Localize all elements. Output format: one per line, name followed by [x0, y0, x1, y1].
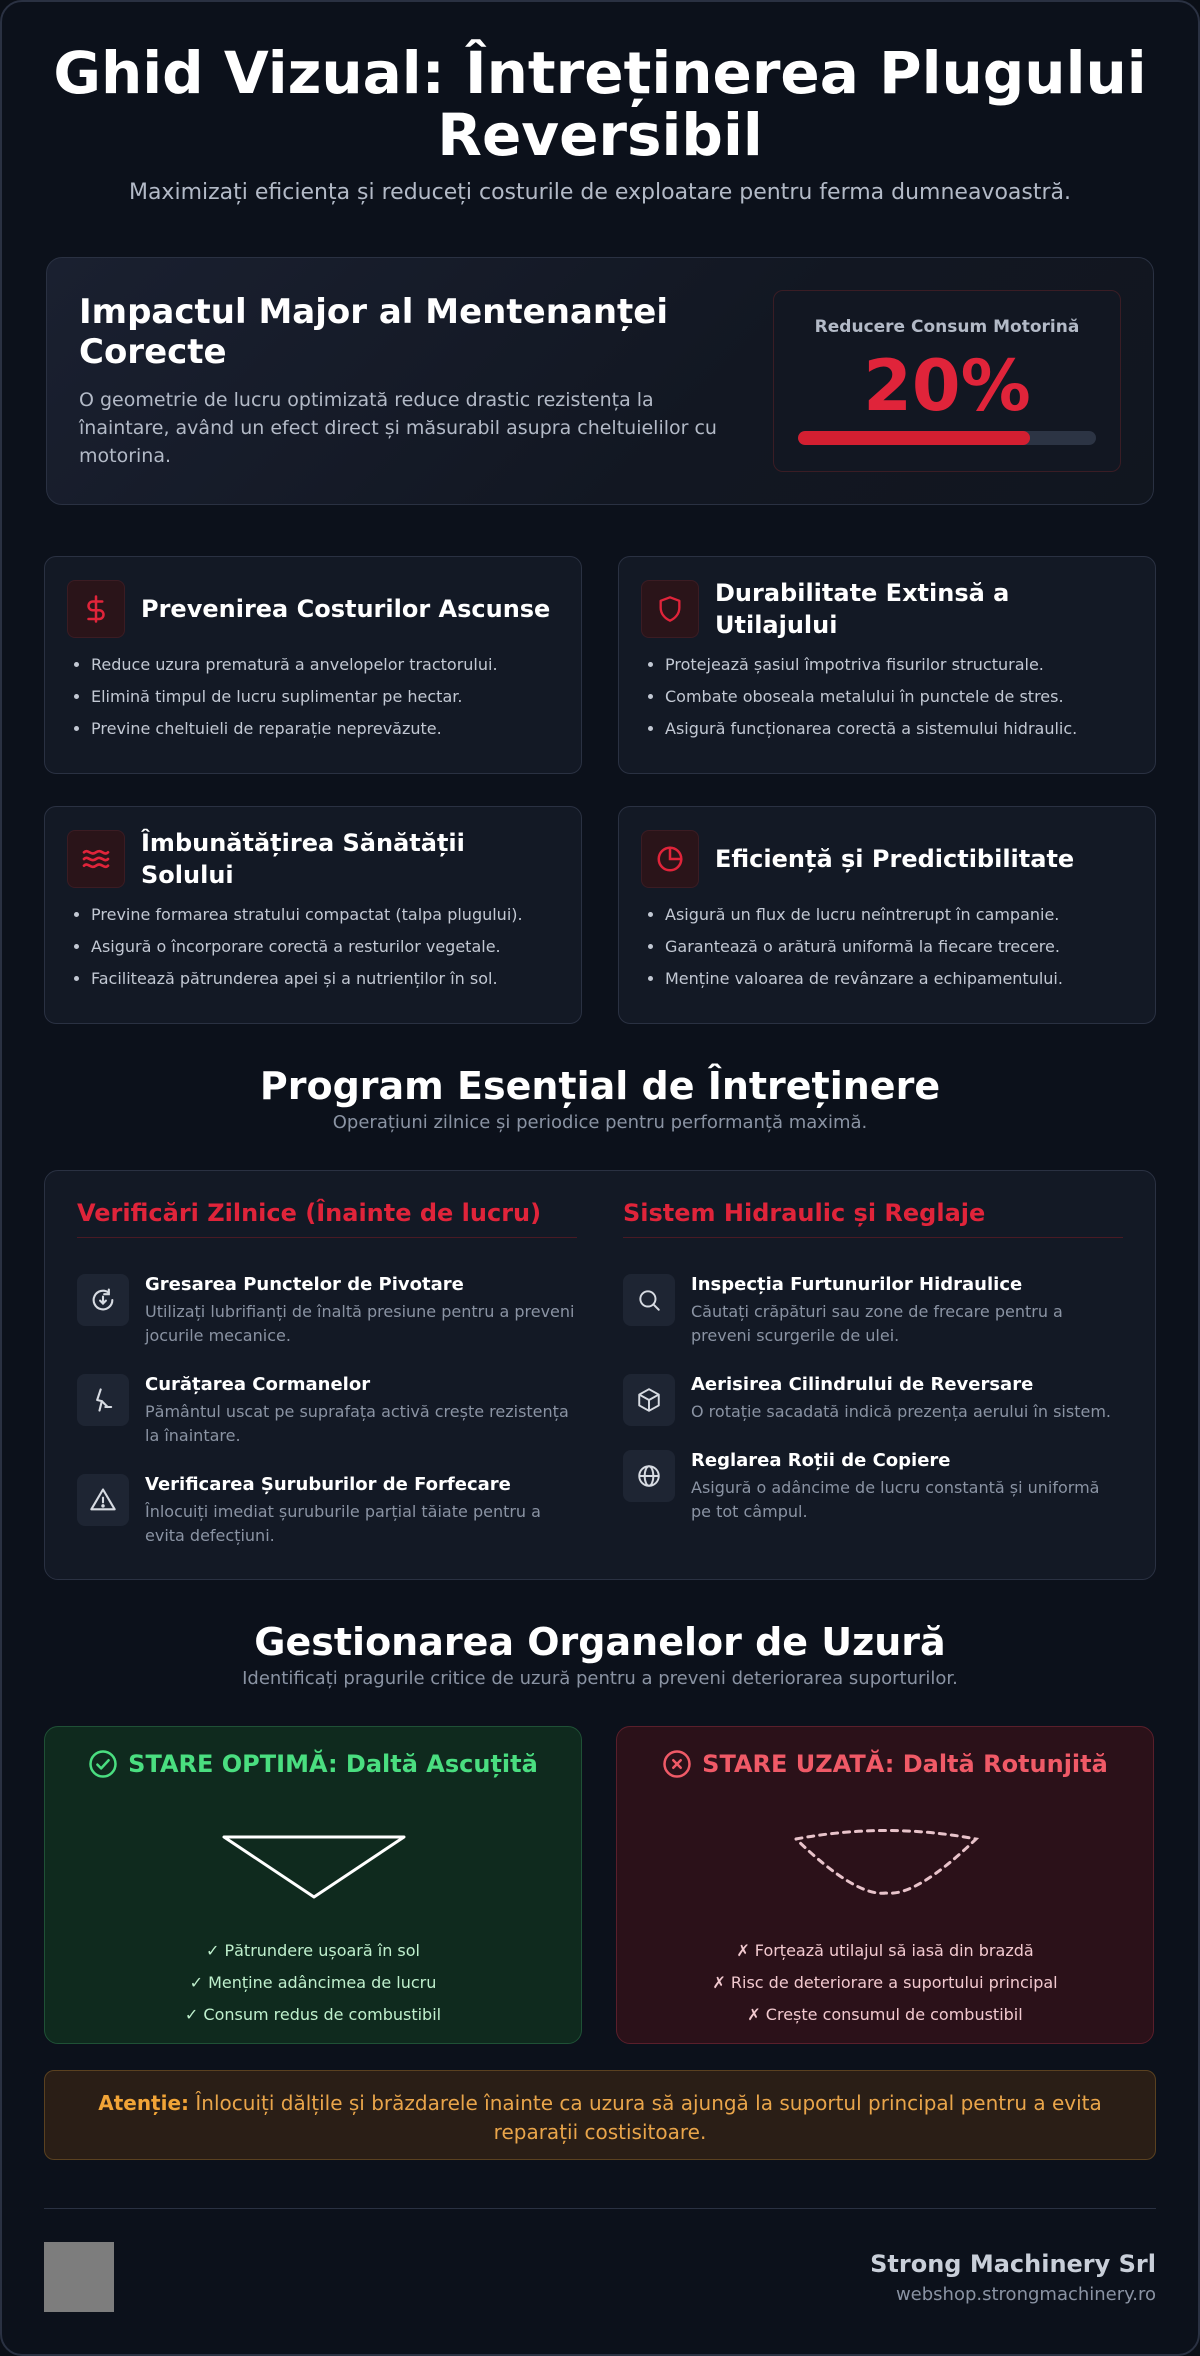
- list-item: [77, 1352, 577, 1452]
- column-heading: Sistem Hidraulic și Reglaje: [623, 1199, 1123, 1238]
- item-description: Asigură o adâncime de lucru constantă și uniformă pe tot câmpul.: [691, 1478, 1100, 1521]
- warning-banner: [44, 2070, 1156, 2160]
- wear-title: Gestionarea Organelor de Uzură: [254, 1620, 946, 1664]
- alert-label: Atenție:: [98, 2091, 190, 2115]
- feature-card-durability: [618, 556, 1156, 774]
- list-item: [77, 1452, 577, 1552]
- dollar-icon: [67, 580, 125, 638]
- item-title: Aerisirea Cilindrului de Reversare: [691, 1374, 1034, 1395]
- list-item: [623, 1252, 1123, 1352]
- metric-progress-bar: [798, 431, 1096, 445]
- list-item: ✓ Consum redus de combustibil: [184, 2005, 442, 2024]
- wear-list: [617, 1935, 1153, 2031]
- waves-icon: [67, 830, 125, 888]
- item-title: Reglarea Roții de Copiere: [691, 1450, 951, 1471]
- wear-card-worn: [616, 1726, 1154, 2044]
- list-item: • Protejează șasiul împotriva fisurilor structurale.: [665, 655, 1135, 675]
- list-item: ✗ Forțează utilajul să iasă din brazdă: [736, 1941, 1034, 1960]
- list-item: ✓ Pătrundere ușoară în sol: [205, 1941, 420, 1960]
- feature-title: Îmbunătățirea Sănătății Solului: [141, 829, 465, 889]
- sharp-chisel-illustration: [214, 1827, 414, 1907]
- wear-heading: STARE UZATĂ: Daltă Rotunjită: [702, 1750, 1108, 1778]
- item-title: Gresarea Punctelor de Pivotare: [145, 1274, 464, 1295]
- impact-card: [46, 257, 1154, 505]
- footer-divider: [44, 2208, 1156, 2209]
- list-item: • Menține valoarea de revânzare a echipamentului.: [665, 969, 1135, 989]
- feature-list: [665, 905, 1135, 1001]
- warning-icon: [77, 1474, 129, 1526]
- feature-title: Prevenirea Costurilor Ascunse: [141, 595, 551, 623]
- wear-list: [45, 1935, 581, 2031]
- item-title: Verificarea Șuruburilor de Forfecare: [145, 1474, 511, 1495]
- wear-subtitle: Identificați pragurile critice de uzură pentru a preveni deteriorarea suporturilor.: [242, 1668, 958, 1689]
- list-item: • Reduce uzura prematură a anvelopelor tractorului.: [91, 655, 561, 675]
- item-description: Pământul uscat pe suprafața activă crește rezistența la înaintare.: [145, 1402, 569, 1445]
- program-subtitle: Operațiuni zilnice și periodice pentru performanță maximă.: [332, 1112, 868, 1133]
- list-item: • Garantează o arătură uniformă la fiecare trecere.: [665, 937, 1135, 957]
- impact-text: O geometrie de lucru optimizată reduce drastic rezistența la înaintare, având un efect direct și măsurabil asupra cheltuielilor cu motorina.: [79, 389, 717, 467]
- impact-title: Impactul Major al Mentenanței Corecte: [79, 292, 669, 372]
- wear-heading: STARE OPTIMĂ: Daltă Ascuțită: [128, 1750, 538, 1778]
- item-title: Curățarea Cormanelor: [145, 1374, 371, 1395]
- list-item: ✓ Menține adâncimea de lucru: [189, 1973, 437, 1992]
- alert-text: Înlocuiți dălțile și brăzdarele înainte ca uzura să ajungă la suportul principal pentru a evita reparații costisitoare.: [195, 2091, 1102, 2144]
- pie-chart-icon: [641, 830, 699, 888]
- feature-title: Eficiență și Predictibilitate: [715, 845, 1075, 873]
- x-circle-icon: [662, 1749, 692, 1779]
- metric-progress-fill: [798, 431, 1030, 445]
- page-title: Ghid Vizual: Întreținerea Plugului Reversibil: [53, 39, 1147, 169]
- feature-card-efficiency: [618, 806, 1156, 1024]
- list-item: ✗ Risc de deteriorare a suportului principal: [712, 1973, 1058, 1992]
- list-item: • Previne formarea stratului compactat (talpa plugului).: [91, 905, 561, 925]
- feature-grid-top: [44, 556, 1156, 774]
- logo-placeholder: [44, 2242, 114, 2312]
- check-circle-icon: [88, 1749, 118, 1779]
- list-item: • Combate oboseala metalului în punctele de stres.: [665, 687, 1135, 707]
- item-description: O rotație sacadată indică prezența aerului în sistem.: [691, 1402, 1111, 1421]
- feature-list: [665, 655, 1135, 751]
- feature-list: [91, 655, 561, 751]
- list-item: • Asigură o încorporare corectă a resturilor vegetale.: [91, 937, 561, 957]
- page-subtitle: Maximizați eficiența și reduceți costurile de exploatare pentru ferma dumneavoastră.: [128, 180, 1072, 205]
- list-item: ✗ Crește consumul de combustibil: [747, 2005, 1023, 2024]
- column-heading: Verificări Zilnice (Înainte de lucru): [77, 1199, 577, 1238]
- feature-title: Durabilitate Extinsă a Utilajului: [715, 579, 1010, 639]
- daily-checks-column: [77, 1199, 577, 1552]
- item-title: Inspecția Furtunurilor Hidraulice: [691, 1274, 1023, 1295]
- wear-card-optimal: [44, 1726, 582, 2044]
- footer-brand: Strong Machinery Srl: [870, 2250, 1156, 2278]
- fuel-metric: [773, 290, 1121, 472]
- item-description: Utilizați lubrifianți de înaltă presiune pentru a preveni jocurile mecanice.: [145, 1302, 575, 1345]
- list-item: [623, 1428, 1123, 1528]
- feature-card-soil: [44, 806, 582, 1024]
- feature-list: [91, 905, 561, 1001]
- list-item: • Elimină timpul de lucru suplimentar pe hectar.: [91, 687, 561, 707]
- item-description: Căutați crăpături sau zone de frecare pentru a preveni scurgerile de ulei.: [691, 1302, 1063, 1345]
- metric-value: 20%: [863, 345, 1031, 427]
- feature-grid-bottom: [44, 806, 1156, 1024]
- globe-icon: [623, 1450, 675, 1502]
- footer-website-link[interactable]: webshop.strongmachinery.ro: [895, 2284, 1156, 2305]
- program-title: Program Esențial de Întreținere: [259, 1064, 941, 1108]
- scraper-icon: [77, 1374, 129, 1426]
- rounded-chisel-illustration: [786, 1827, 986, 1907]
- program-card: [44, 1170, 1156, 1580]
- list-item: [77, 1252, 577, 1352]
- cube-icon: [623, 1374, 675, 1426]
- hydraulics-column: [623, 1199, 1123, 1528]
- list-item: • Asigură funcționarea corectă a sistemului hidraulic.: [665, 719, 1135, 739]
- list-item: • Previne cheltuieli de reparație neprevăzute.: [91, 719, 561, 739]
- grease-icon: [77, 1274, 129, 1326]
- list-item: • Facilitează pătrunderea apei și a nutrienților în sol.: [91, 969, 561, 989]
- feature-card-costs: [44, 556, 582, 774]
- shield-icon: [641, 580, 699, 638]
- metric-label: Reducere Consum Motorină: [814, 317, 1080, 337]
- item-description: Înlocuiți imediat șuruburile parțial tăiate pentru a evita defecțiuni.: [145, 1502, 541, 1545]
- search-icon: [623, 1274, 675, 1326]
- list-item: • Asigură un flux de lucru neîntrerupt în campanie.: [665, 905, 1135, 925]
- list-item: [623, 1352, 1123, 1428]
